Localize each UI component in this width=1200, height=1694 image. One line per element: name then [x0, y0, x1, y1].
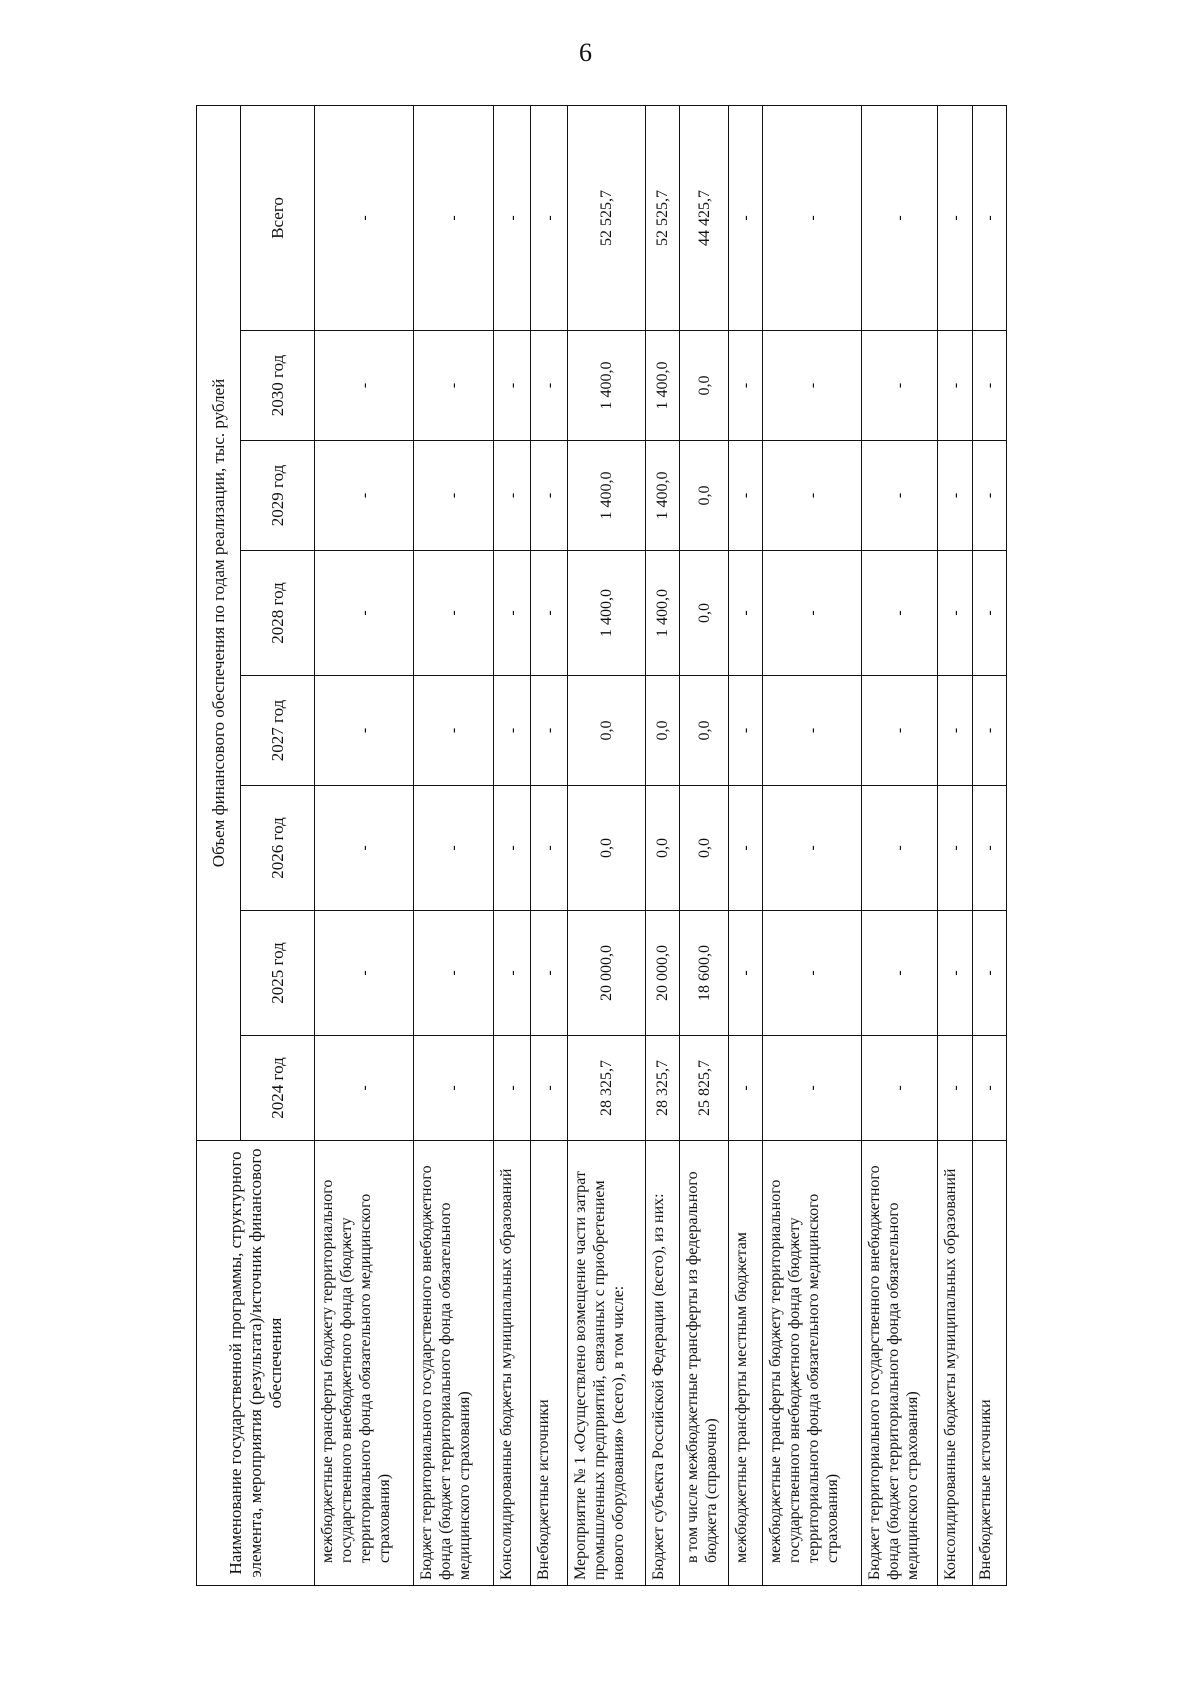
row-year-value: - [938, 551, 973, 676]
row-total-value: 44 425,7 [680, 105, 729, 330]
row-year-value: - [414, 551, 494, 676]
row-year-value: - [414, 1036, 494, 1141]
row-year-value: 1 400,0 [568, 441, 646, 551]
row-year-value: - [862, 676, 938, 786]
table-row [568, 105, 646, 1585]
row-source-name: Внебюджетные источники [531, 1141, 568, 1586]
row-year-value: - [315, 911, 414, 1036]
row-year-value: 0,0 [646, 786, 680, 911]
row-source-name: Внебюджетные источники [973, 1141, 1007, 1586]
table-row [315, 105, 414, 1585]
row-source-name: Мероприятие № 1 «Осуществлено возмещение части затрат промышленных предприятий, связанных с приобретением нового оборудования» (всего), в том числе: [568, 1141, 646, 1586]
row-year-value: 20 000,0 [568, 911, 646, 1036]
row-year-value: - [763, 1036, 862, 1141]
row-source-name: межбюджетные трансферты местным бюджетам [729, 1141, 763, 1586]
row-year-value: 1 400,0 [646, 441, 680, 551]
row-year-value: - [494, 331, 531, 441]
row-year-value: - [494, 676, 531, 786]
table-row [494, 105, 531, 1585]
row-total-value: - [938, 105, 973, 330]
row-year-value: - [315, 441, 414, 551]
row-year-value: - [729, 676, 763, 786]
row-year-value: - [862, 786, 938, 911]
row-year-value: - [862, 551, 938, 676]
row-total-value: 52 525,7 [568, 105, 646, 330]
row-year-value: - [729, 786, 763, 911]
table-row [862, 105, 938, 1585]
row-total-value: 52 525,7 [646, 105, 680, 330]
page-number: 6 [579, 38, 592, 67]
table-row [531, 105, 568, 1585]
row-year-value: 28 325,7 [646, 1036, 680, 1141]
row-year-value: - [531, 786, 568, 911]
table-row [938, 105, 973, 1585]
row-year-value: - [315, 786, 414, 911]
row-year-value: - [763, 441, 862, 551]
row-total-value: - [494, 105, 531, 330]
row-year-value: 0,0 [568, 786, 646, 911]
row-year-value: - [973, 786, 1007, 911]
row-source-name: Бюджет субъекта Российской Федерации (всего), из них: [646, 1141, 680, 1586]
row-year-value: 0,0 [646, 676, 680, 786]
row-year-value: - [862, 331, 938, 441]
row-source-name: Консолидированные бюджеты муниципальных образований [938, 1141, 973, 1586]
row-year-value: 0,0 [680, 676, 729, 786]
header-year-2027: 2027 год [241, 676, 315, 786]
row-source-name: межбюджетные трансферты бюджету территориального государственного внебюджетного фонда (бюджету территориального фонда обязательного медицинского страхования) [315, 1141, 414, 1586]
row-total-value: - [531, 105, 568, 330]
row-year-value: - [763, 911, 862, 1036]
row-year-value: - [763, 551, 862, 676]
row-total-value: - [414, 105, 494, 330]
row-year-value: - [414, 331, 494, 441]
row-year-value: - [494, 786, 531, 911]
row-year-value: - [531, 911, 568, 1036]
row-year-value: 0,0 [568, 676, 646, 786]
row-year-value: 1 400,0 [646, 331, 680, 441]
row-year-value: - [973, 441, 1007, 551]
row-total-value: - [862, 105, 938, 330]
row-year-value: 28 325,7 [568, 1036, 646, 1141]
row-year-value: 0,0 [680, 331, 729, 441]
header-year-2028: 2028 год [241, 551, 315, 676]
row-year-value: - [729, 1036, 763, 1141]
row-year-value: - [531, 1036, 568, 1141]
table-row [973, 105, 1007, 1585]
row-year-value: - [531, 676, 568, 786]
row-year-value: - [938, 786, 973, 911]
row-year-value: - [763, 786, 862, 911]
header-year-2030: 2030 год [241, 331, 315, 441]
rotated-table-wrapper [196, 106, 996, 1586]
row-year-value: - [315, 551, 414, 676]
row-total-value: - [315, 105, 414, 330]
row-year-value: 20 000,0 [646, 911, 680, 1036]
row-year-value: - [862, 911, 938, 1036]
row-year-value: - [414, 441, 494, 551]
table-row [729, 105, 763, 1585]
header-total: Всего [241, 105, 315, 330]
row-year-value: - [315, 1036, 414, 1141]
row-year-value: - [494, 551, 531, 676]
table-row [680, 105, 729, 1585]
row-year-value: - [729, 911, 763, 1036]
row-year-value: - [414, 786, 494, 911]
row-year-value: - [531, 441, 568, 551]
header-year-2025: 2025 год [241, 911, 315, 1036]
row-year-value: 0,0 [680, 551, 729, 676]
row-total-value: - [973, 105, 1007, 330]
table-row [414, 105, 494, 1585]
header-year-2029: 2029 год [241, 441, 315, 551]
row-year-value: - [862, 441, 938, 551]
row-year-value: 1 400,0 [568, 331, 646, 441]
row-year-value: 18 600,0 [680, 911, 729, 1036]
row-year-value: - [414, 911, 494, 1036]
row-year-value: 1 400,0 [646, 551, 680, 676]
row-year-value: - [315, 331, 414, 441]
row-year-value: - [862, 1036, 938, 1141]
row-year-value: - [763, 676, 862, 786]
row-year-value: - [729, 551, 763, 676]
row-year-value: 0,0 [680, 786, 729, 911]
row-source-name: в том числе межбюджетные трансферты из федерального бюджета (справочно) [680, 1141, 729, 1586]
row-source-name: Бюджет территориального государственного внебюджетного фонда (бюджет территориального фонда обязательного медицинского страхования) [414, 1141, 494, 1586]
row-year-value: - [973, 911, 1007, 1036]
table-body [315, 105, 1007, 1585]
row-year-value: - [531, 551, 568, 676]
row-year-value: - [938, 911, 973, 1036]
row-year-value: - [494, 1036, 531, 1141]
row-year-value: - [729, 441, 763, 551]
financing-table [196, 105, 1007, 1586]
row-year-value: - [938, 1036, 973, 1141]
table-row [646, 105, 680, 1585]
header-name: Наименование государственной программы, структурного элемента, мероприятия (результата)/источник финансового обеспечения [197, 1141, 315, 1586]
row-year-value: - [973, 331, 1007, 441]
row-year-value: - [973, 551, 1007, 676]
row-year-value: - [315, 676, 414, 786]
row-year-value: - [938, 676, 973, 786]
row-source-name: межбюджетные трансферты бюджету территориального государственного внебюджетного фонда (бюджету территориального фонда обязательного медицинского страхования) [763, 1141, 862, 1586]
row-total-value: - [763, 105, 862, 330]
header-year-2026: 2026 год [241, 786, 315, 911]
row-year-value: - [938, 441, 973, 551]
header-year-2024: 2024 год [241, 1036, 315, 1141]
row-year-value: 1 400,0 [568, 551, 646, 676]
row-year-value: 0,0 [680, 441, 729, 551]
row-year-value: 25 825,7 [680, 1036, 729, 1141]
row-total-value: - [729, 105, 763, 330]
row-year-value: - [763, 331, 862, 441]
row-source-name: Консолидированные бюджеты муниципальных образований [494, 1141, 531, 1586]
row-year-value: - [973, 1036, 1007, 1141]
row-year-value: - [938, 331, 973, 441]
row-year-value: - [494, 441, 531, 551]
row-year-value: - [729, 331, 763, 441]
row-year-value: - [973, 676, 1007, 786]
row-year-value: - [414, 676, 494, 786]
row-source-name: Бюджет территориального государственного внебюджетного фонда (бюджет территориального фонда обязательного медицинского страхования) [862, 1141, 938, 1586]
row-year-value: - [531, 331, 568, 441]
header-financing-volume: Объем финансового обеспечения по годам реализации, тыс. рублей [197, 105, 241, 1140]
table-row [763, 105, 862, 1585]
row-year-value: - [494, 911, 531, 1036]
